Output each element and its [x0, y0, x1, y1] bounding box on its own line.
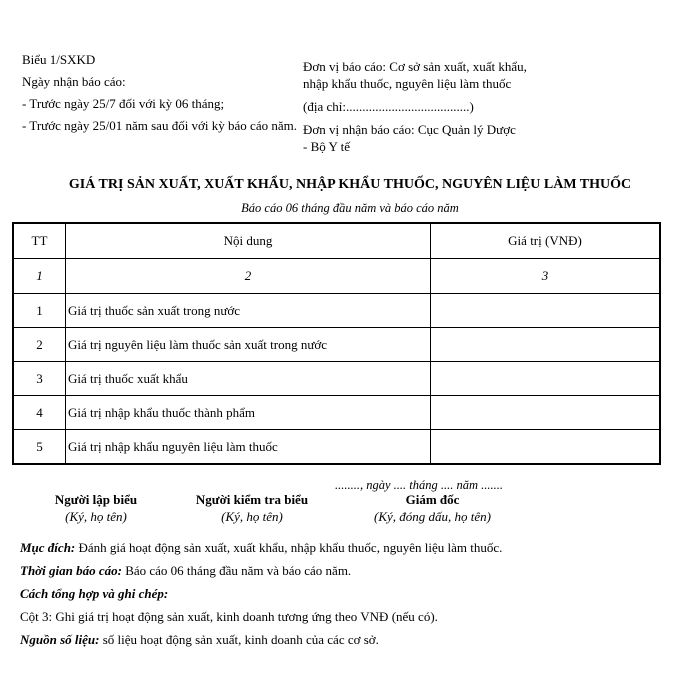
form-code: Biểu 1/SXKD	[22, 52, 96, 67]
table-row	[13, 328, 660, 362]
note-column3: Cột 3: Ghi giá trị hoạt động sản xuất, kinh doanh tương ứng theo VNĐ (nếu có).	[20, 609, 438, 624]
table-row	[13, 396, 660, 430]
note-time	[20, 562, 680, 579]
header-left	[22, 51, 302, 139]
table-header-row	[13, 223, 660, 259]
signature-checker	[178, 492, 326, 525]
signature-preparer	[36, 492, 156, 525]
header-content: Nội dung	[66, 223, 431, 259]
deadline-annual: - Trước ngày 25/01 năm sau đối với kỳ báo cáo năm.	[22, 118, 297, 133]
row-number: 2	[13, 328, 66, 362]
signature-role: Giám đốc	[405, 492, 460, 507]
column-number-1: 1	[13, 259, 66, 294]
report-title: GIÁ TRỊ SẢN XUẤT, XUẤT KHẨU, NHẬP KHẨU THUỐC, NGUYÊN LIỆU LÀM THUỐC	[68, 177, 632, 192]
note-purpose	[20, 539, 680, 556]
table-row	[13, 362, 660, 396]
row-value-cell[interactable]	[431, 396, 661, 430]
report-table	[12, 222, 661, 465]
row-value-cell[interactable]	[431, 362, 661, 396]
note-source	[20, 631, 680, 648]
reporting-unit-address: (địa chỉ:......................................)	[303, 99, 474, 114]
row-number: 5	[13, 430, 66, 465]
row-number: 1	[13, 294, 66, 328]
report-subtitle: Báo cáo 06 tháng đầu năm và báo cáo năm	[241, 201, 459, 215]
row-content: Giá trị nhập khẩu thuốc thành phẩm	[66, 396, 431, 430]
date-line: ........, ngày .... tháng .... năm .......	[335, 478, 504, 492]
row-value-cell[interactable]	[431, 430, 661, 465]
row-content: Giá trị nhập khẩu nguyên liệu làm thuốc	[66, 430, 431, 465]
table-row	[13, 294, 660, 328]
row-content: Giá trị nguyên liệu làm thuốc sản xuất trong nước	[66, 328, 431, 362]
receiving-ministry: - Bộ Y tế	[303, 139, 351, 154]
row-content: Giá trị thuốc sản xuất trong nước	[66, 294, 431, 328]
signature-hint: (Ký, họ tên)	[221, 509, 283, 524]
note-purpose-label: Mục đích:	[20, 540, 76, 555]
reporting-unit: Đơn vị báo cáo: Cơ sở sản xuất, xuất khẩu, nhập khẩu thuốc, nguyên liệu làm thuốc	[303, 59, 527, 91]
note-purpose-text: Đánh giá hoạt động sản xuất, xuất khẩu, nhập khẩu thuốc, nguyên liệu làm thuốc.	[75, 540, 503, 555]
column-number-row	[13, 259, 660, 294]
table-row	[13, 430, 660, 465]
deadline-six-months: - Trước ngày 25/7 đối với kỳ 06 tháng;	[22, 96, 225, 111]
signature-hint: (Ký, đóng dấu, họ tên)	[374, 509, 491, 524]
header-right	[303, 58, 548, 155]
row-content: Giá trị thuốc xuất khẩu	[66, 362, 431, 396]
notes-section	[20, 539, 680, 654]
receiving-unit: Đơn vị nhận báo cáo: Cục Quản lý Dược	[303, 122, 516, 137]
header-tt: TT	[13, 223, 66, 259]
note-time-label: Thời gian báo cáo:	[20, 563, 122, 578]
header-value: Giá trị (VNĐ)	[431, 223, 661, 259]
receive-date-label: Ngày nhận báo cáo:	[22, 74, 126, 89]
row-number: 4	[13, 396, 66, 430]
column-number-2: 2	[66, 259, 431, 294]
signature-hint: (Ký, họ tên)	[65, 509, 127, 524]
signature-director	[350, 492, 515, 525]
signature-role: Người kiểm tra biểu	[195, 492, 309, 507]
signature-role: Người lập biểu	[54, 492, 138, 507]
row-value-cell[interactable]	[431, 294, 661, 328]
row-value-cell[interactable]	[431, 328, 661, 362]
row-number: 3	[13, 362, 66, 396]
note-source-label: Nguồn số liệu:	[20, 632, 100, 647]
column-number-3: 3	[431, 259, 661, 294]
note-method-label: Cách tổng hợp và ghi chép:	[20, 586, 169, 601]
note-method	[20, 585, 680, 602]
note-source-text: số liệu hoạt động sản xuất, kinh doanh của các cơ sở.	[99, 632, 379, 647]
note-time-text: Báo cáo 06 tháng đầu năm và báo cáo năm.	[121, 563, 352, 578]
